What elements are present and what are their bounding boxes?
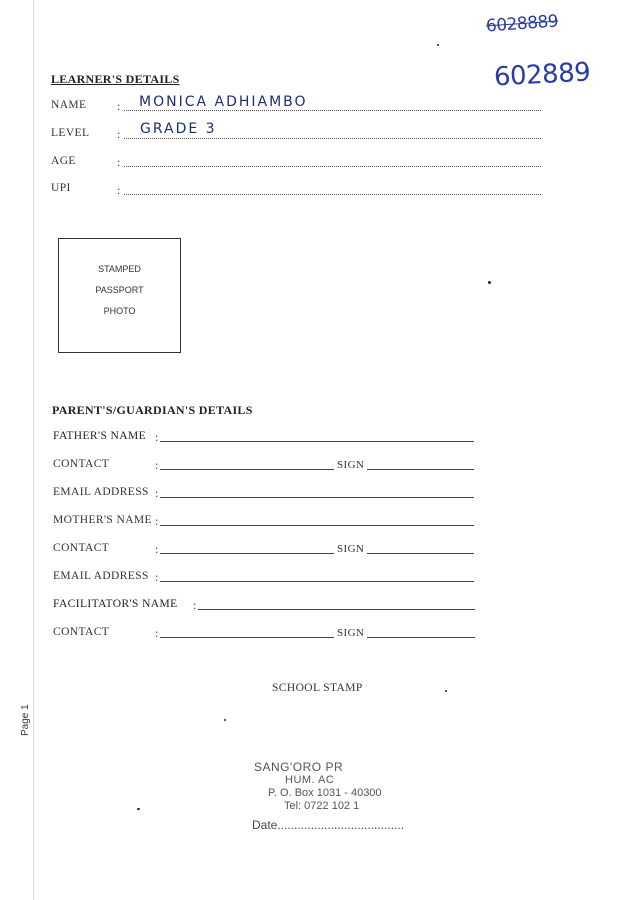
school-stamp-line-2: HUM. AC xyxy=(285,774,335,786)
mother-contact-label: CONTACT xyxy=(53,542,110,554)
mother-sign-field-line[interactable] xyxy=(367,553,474,554)
mother-contact-colon: : xyxy=(155,542,159,556)
mother-contact-field-line[interactable] xyxy=(160,553,334,554)
page-number: Page 1 xyxy=(20,704,31,736)
father-email-field-line[interactable] xyxy=(160,497,474,498)
handwritten-reference-number: 602889 xyxy=(493,57,591,93)
photo-text-photo: PHOTO xyxy=(103,306,136,316)
father-sign-field-line[interactable] xyxy=(367,469,474,470)
level-handwritten-value: GRADE 3 xyxy=(140,121,217,137)
facilitator-contact-field-line[interactable] xyxy=(160,637,334,638)
name-handwritten-value: MONICA ADHIAMBO xyxy=(139,94,308,110)
mother-sign-label: SIGN xyxy=(337,543,365,555)
mother-email-label: EMAIL ADDRESS xyxy=(53,570,149,582)
school-stamp-line-1: SANG'ORO PR xyxy=(254,760,344,774)
photo-text-passport: PASSPORT xyxy=(95,285,144,295)
name-field-line[interactable] xyxy=(124,110,541,111)
school-stamp-line-4: Tel: 0722 102 1 xyxy=(284,800,360,812)
facilitators-name-field-line[interactable] xyxy=(198,609,475,610)
age-colon: : xyxy=(117,155,121,169)
upi-label: UPI xyxy=(51,182,71,194)
learners-details-heading: LEARNER'S DETAILS xyxy=(51,72,180,86)
name-label: NAME xyxy=(51,99,87,111)
handwritten-crossed-number: 6028889 xyxy=(485,11,559,37)
facilitators-name-label: FACILITATOR'S NAME xyxy=(53,598,178,610)
passport-photo-box xyxy=(58,238,181,353)
scan-speck xyxy=(488,281,491,284)
father-email-colon: : xyxy=(155,486,159,500)
parents-details-heading: PARENT'S/GUARDIAN'S DETAILS xyxy=(52,403,253,417)
father-contact-field-line[interactable] xyxy=(160,469,334,470)
facilitator-sign-field-line[interactable] xyxy=(367,637,475,638)
school-stamp-line-3: P. O. Box 1031 - 40300 xyxy=(268,787,382,799)
scan-speck xyxy=(445,690,447,692)
photo-text-stamped: STAMPED xyxy=(98,264,141,274)
age-field-line[interactable] xyxy=(124,166,541,167)
mother-email-colon: : xyxy=(155,570,159,584)
father-contact-colon: : xyxy=(155,458,159,472)
mother-email-field-line[interactable] xyxy=(160,581,474,582)
mothers-name-field-line[interactable] xyxy=(160,525,474,526)
facilitator-contact-colon: : xyxy=(155,626,159,640)
age-label: AGE xyxy=(51,155,76,167)
facilitators-name-colon: : xyxy=(193,598,197,612)
father-email-label: EMAIL ADDRESS xyxy=(53,486,149,498)
upi-field-line[interactable] xyxy=(124,194,541,195)
fathers-name-label: FATHER'S NAME xyxy=(53,430,146,442)
left-margin-line xyxy=(33,0,34,900)
scan-speck xyxy=(224,719,226,721)
fathers-name-colon: : xyxy=(155,430,159,444)
name-colon: : xyxy=(117,99,121,113)
level-label: LEVEL xyxy=(51,127,90,139)
facilitator-sign-label: SIGN xyxy=(337,627,365,639)
level-colon: : xyxy=(117,127,121,141)
school-stamp-label: SCHOOL STAMP xyxy=(272,682,363,694)
mothers-name-label: MOTHER'S NAME xyxy=(53,514,152,526)
scan-speck xyxy=(437,44,439,46)
father-contact-label: CONTACT xyxy=(53,458,110,470)
mothers-name-colon: : xyxy=(155,514,159,528)
school-stamp-date: Date...................................... xyxy=(252,818,405,832)
facilitator-contact-label: CONTACT xyxy=(53,626,110,638)
fathers-name-field-line[interactable] xyxy=(160,441,474,442)
scan-speck xyxy=(137,808,140,810)
level-field-line[interactable] xyxy=(124,138,541,139)
upi-colon: : xyxy=(117,183,121,197)
father-sign-label: SIGN xyxy=(337,459,365,471)
